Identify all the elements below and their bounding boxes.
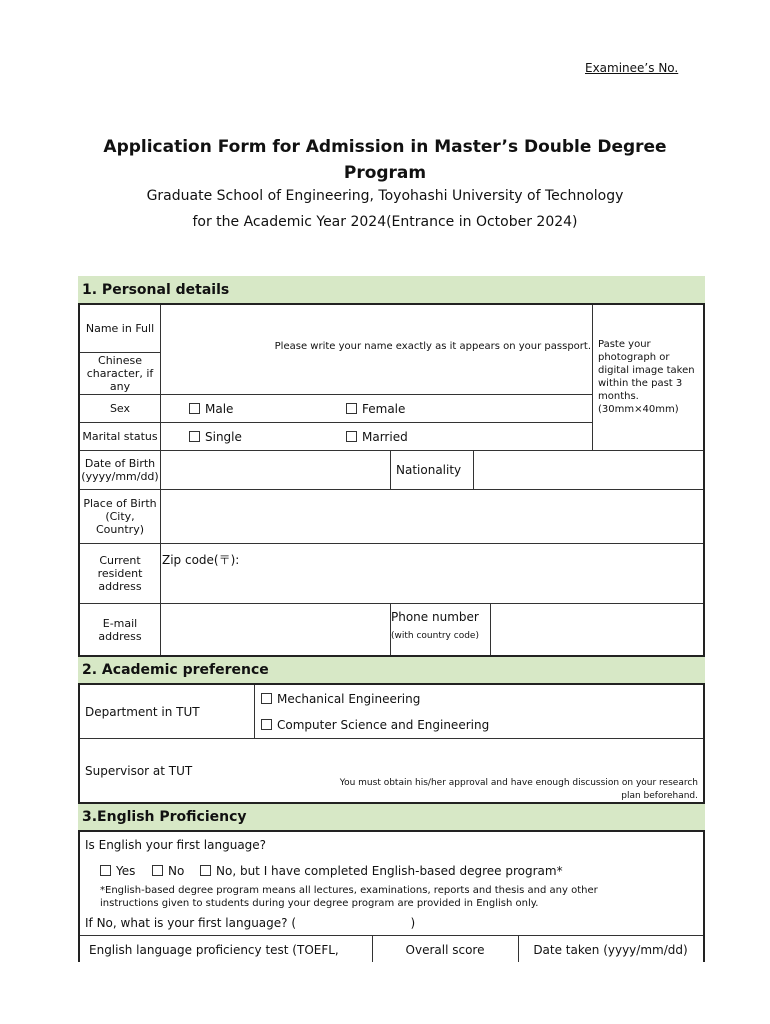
marital-label: Marital status xyxy=(82,430,158,443)
photo-note: Paste your photograph or digital image taken within the past 3 months. (30mm×40mm) xyxy=(598,339,695,415)
sex-female-option[interactable]: Female xyxy=(346,402,405,416)
form-title xyxy=(70,134,700,186)
row-line xyxy=(80,543,703,544)
address-field[interactable] xyxy=(163,566,701,601)
english-yes-option[interactable]: Yes xyxy=(100,864,135,878)
checkbox-icon xyxy=(189,431,200,442)
cell-divider xyxy=(473,451,474,489)
email-label: E-mail address xyxy=(98,616,142,643)
dept-computer-science-option[interactable]: Computer Science and Engineering xyxy=(261,718,489,732)
cell-divider xyxy=(490,604,491,655)
checkbox-icon xyxy=(346,431,357,442)
row-line xyxy=(80,603,703,604)
first-language-question: Is English your first language? xyxy=(85,838,267,852)
sex-male-option[interactable]: Male xyxy=(189,402,233,416)
phone-hint: (with country code) xyxy=(391,631,479,641)
dob-label: Date of Birth (yyyy/mm/dd) xyxy=(81,457,159,483)
subtitle-year: for the Academic Year 2024(Entrance in October 2024) xyxy=(192,214,578,230)
name-field[interactable] xyxy=(163,307,590,351)
checkbox-icon xyxy=(261,719,272,730)
zip-code-label: Zip code(〒): xyxy=(162,553,240,567)
examinee-number-label: Examinee’s No. xyxy=(585,61,679,75)
department-label: Department in TUT xyxy=(85,705,200,719)
checkbox-icon xyxy=(100,865,111,876)
cell-divider xyxy=(390,451,391,489)
chinese-label: Chinese character, if any xyxy=(86,354,154,393)
row-line xyxy=(80,489,703,490)
date-taken-label: Date taken (yyyy/mm/dd) xyxy=(533,943,688,957)
checkbox-icon xyxy=(152,865,163,876)
phone-field[interactable] xyxy=(493,606,701,653)
checkbox-icon xyxy=(346,403,357,414)
row-line xyxy=(80,935,703,936)
section-personal-heading: 1. Personal details xyxy=(78,276,705,305)
first-language-input[interactable]: If No, what is your first language? ( ) xyxy=(85,916,416,930)
checkbox-icon xyxy=(189,403,200,414)
test-label: English language proficiency test (TOEFL, xyxy=(89,943,339,957)
section-english-heading: 3.English Proficiency xyxy=(78,802,705,832)
section-academic-heading: 2. Academic preference xyxy=(78,655,705,685)
nationality-label: Nationality xyxy=(396,463,462,477)
supervisor-note: You must obtain his/her approval and have enough discussion on your research plan beforehand. xyxy=(339,778,698,801)
dob-field[interactable] xyxy=(163,453,387,487)
marital-married-option[interactable]: Married xyxy=(346,430,408,444)
photo-divider xyxy=(592,305,593,450)
pob-field[interactable] xyxy=(163,492,701,541)
photo-area[interactable] xyxy=(598,338,698,416)
marital-single-option[interactable]: Single xyxy=(189,430,242,444)
address-label: Current resident address xyxy=(97,554,143,593)
english-degree-footnote: *English-based degree program means all lectures, examinations, reports and thesis and any other instructions given to students during your degree program are provided in English only. xyxy=(100,885,598,909)
pob-label: Place of Birth (City, Country) xyxy=(83,497,157,536)
checkbox-icon xyxy=(200,865,211,876)
english-degree-option[interactable]: No, but I have completed English-based degree program* xyxy=(200,864,563,878)
phone-label: Phone number xyxy=(391,610,479,624)
name-label: Name in Full xyxy=(85,321,155,335)
title-line-1: Application Form for Admission in Master’s Double Degree xyxy=(103,137,667,157)
nationality-field[interactable] xyxy=(476,453,701,487)
sex-label: Sex xyxy=(109,402,131,415)
row-line xyxy=(80,738,703,739)
checkbox-icon xyxy=(261,693,272,704)
name-hint: Please write your name exactly as it appears on your passport. xyxy=(274,341,591,352)
row-line xyxy=(80,450,703,451)
english-no-option[interactable]: No xyxy=(152,864,184,878)
email-field[interactable] xyxy=(163,606,387,653)
title-line-2: Program xyxy=(343,163,427,183)
supervisor-label: Supervisor at TUT xyxy=(85,764,193,778)
overall-score-label: Overall score xyxy=(405,943,485,957)
chinese-field[interactable] xyxy=(163,355,590,393)
cell-divider xyxy=(254,685,255,738)
dept-mechanical-option[interactable]: Mechanical Engineering xyxy=(261,692,420,706)
subtitle-school: Graduate School of Engineering, Toyohashi University of Technology xyxy=(146,188,624,204)
